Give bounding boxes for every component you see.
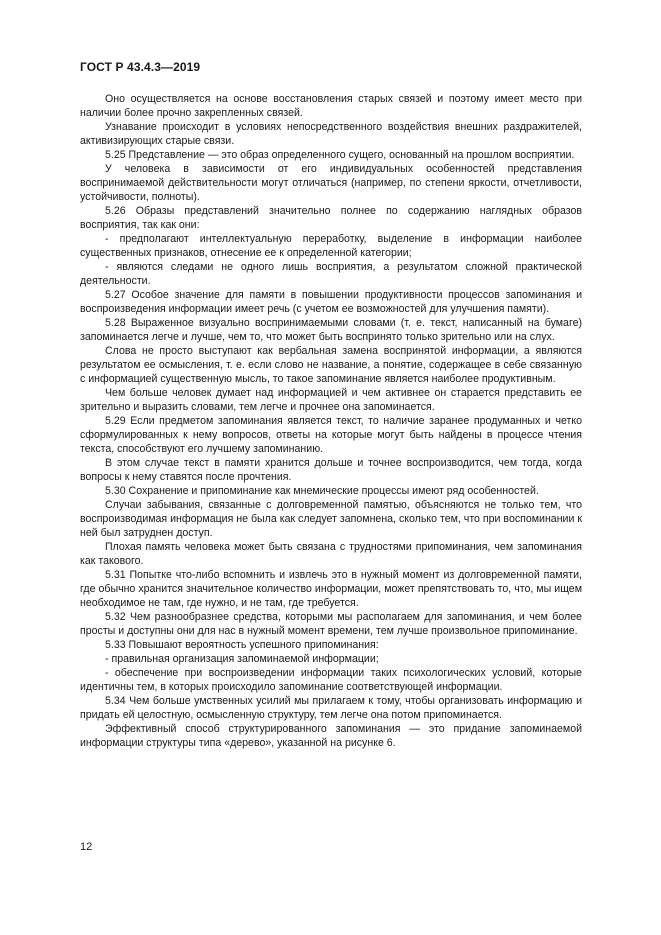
paragraph: 5.30 Сохранение и припоминание как мнемические процессы имеют ряд особенностей. (105, 485, 539, 497)
list-item: - являются следами не одного лишь восприятия, а результатом сложной практической деятельности. (80, 261, 582, 287)
paragraph: Случаи забывания, связанные с долговременной памятью, объясняются не только тем, что воспроизводимая информация не была как следует запомнена, сколько тем, что при воспоминании к ней был затруднен доступ. (80, 499, 582, 539)
paragraph: 5.25 Представление — это образ определенного сущего, основанный на прошлом восприятии. (105, 149, 575, 161)
paragraph: Оно осуществляется на основе восстановления старых связей и поэтому имеет место при наличии более прочно закрепленных связей. (80, 93, 582, 119)
paragraph: У человека в зависимости от его индивидуальных особенностей представления воспринимаемой действительности могут отличаться (например, по степени яркости, отчетливости, устойчивости, полноты). (80, 163, 582, 203)
paragraph: Узнавание происходит в условиях непосредственного воздействия внешних раздражителей, активизирующих старые связи. (80, 121, 582, 147)
paragraph: 5.27 Особое значение для памяти в повышении продуктивности процессов запоминания и воспроизведения информации имеет речь (с учетом ее возможностей для улучшения памяти). (80, 289, 582, 315)
standard-header: ГОСТ Р 43.4.3—2019 (80, 60, 201, 74)
paragraph: Плохая память человека может быть связана с трудностями припоминания, чем запоминания как такового. (80, 541, 582, 567)
paragraph: 5.29 Если предметом запоминания является текст, то наличие заранее продуманных и четко сформулированных к нему вопросов, ответы на которые могут быть найдены в процессе чтения текста, способствуют его лучшему запоминанию. (80, 415, 582, 455)
body-text (80, 92, 582, 750)
page-number: 12 (80, 841, 93, 853)
list-item: - обеспечение при воспроизведении информации таких психологических условий, которые идентичны тем, в которых происходило запоминание соответствующей информации. (80, 667, 582, 693)
paragraph: Слова не просто выступают как вербальная замена воспринятой информации, а являются результатом ее осмысления, т. е. если слово не название, а понятие, содержащее в себе связанную с информацией существенную мысль, то такое запоминание является наиболее продуктивным. (80, 345, 582, 385)
paragraph: Чем больше человек думает над информацией и чем активнее он старается представить ее зрительно и выразить словами, тем легче и прочнее она запоминается. (80, 387, 582, 413)
list-item: - правильная организация запоминаемой информации; (105, 653, 379, 665)
paragraph: 5.31 Попытке что-либо вспомнить и извлечь это в нужный момент из долговременной памяти, где обычно хранится значительное количество информации, может препятствовать то, что, мы ищем необходимое не там, где нужно, и не там, где требуется. (80, 569, 582, 609)
paragraph: 5.33 Повышают вероятность успешного припоминания: (105, 639, 379, 651)
paragraph: Эффективный способ структурированного запоминания — это придание запоминаемой информации структуры типа «дерево», указанной на рисунке 6. (80, 723, 582, 749)
list-item: - предполагают интеллектуальную переработку, выделение в информации наиболее существенных признаков, отнесение ее к определенной категории; (80, 233, 582, 259)
paragraph: 5.32 Чем разнообразнее средства, которыми мы располагаем для запоминания, и чем более просты и доступны они для нас в нужный момент времени, тем лучше произвольное припоминание. (80, 611, 582, 637)
paragraph: В этом случае текст в памяти хранится дольше и точнее воспроизводится, чем тогда, когда вопросы к нему ставятся после прочтения. (80, 457, 582, 483)
paragraph: 5.34 Чем больше умственных усилий мы прилагаем к тому, чтобы организовать информацию и придать ей целостную, осмысленную структуру, тем легче она потом припоминается. (80, 695, 582, 721)
paragraph: 5.28 Выраженное визуально воспринимаемыми словами (т. е. текст, написанный на бумаге) запоминается легче и лучше, чем то, что может быть воспринято только зрительно или на слух. (80, 317, 582, 343)
paragraph: 5.26 Образы представлений значительно полнее по содержанию наглядных образов восприятия, так как они: (80, 205, 582, 231)
